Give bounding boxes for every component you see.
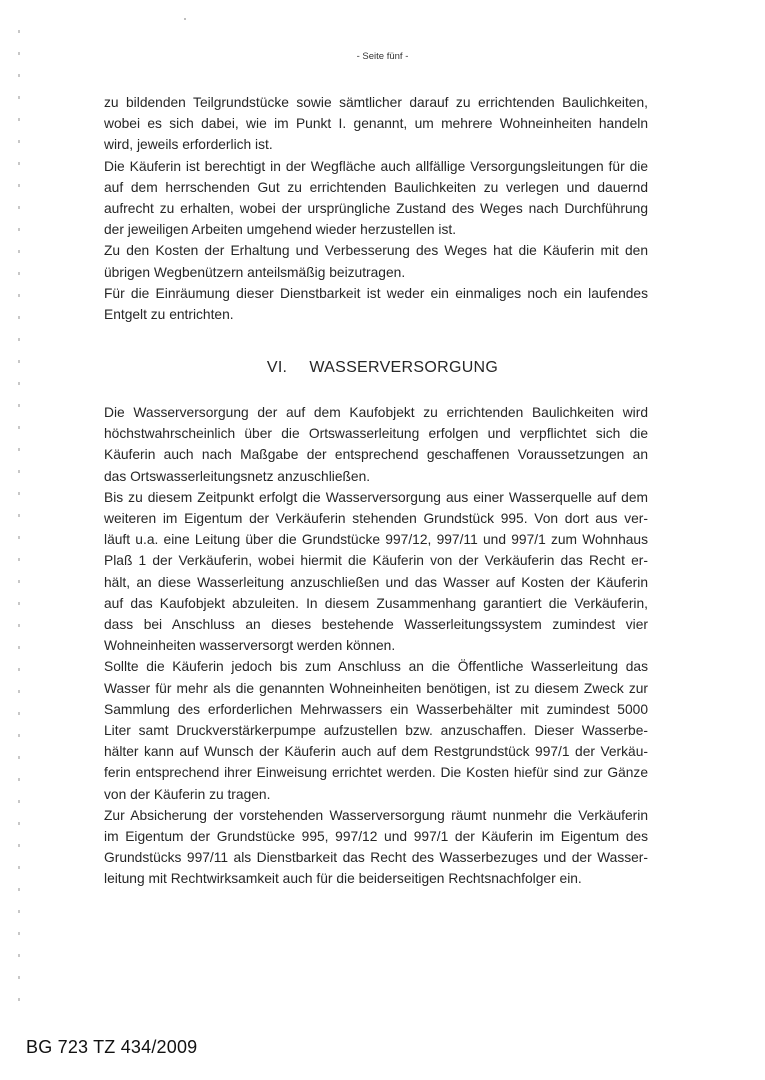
paragraph-block-water-supply (104, 402, 648, 890)
text-line: der jeweiligen Arbeiten umgehend wieder herzustellen ist. (104, 222, 457, 238)
text-line: aufrecht zu erhalten, wobei der ursprüngliche Zustand des Weges nach Durchführung (104, 201, 648, 217)
text-line: Sammlung des erforderlichen Mehrwassers ein Wasserbehälter mit zumindest 5000 (104, 701, 648, 717)
text-line: wobei es sich dabei, wie im Punkt I. genannt, um mehrere Wohneinheiten handeln (104, 116, 648, 132)
court-reference: BG 723 TZ 434/2009 (26, 1037, 198, 1057)
text-line: übrigen Wegbenützern anteilsmäßig beizutragen. (104, 264, 406, 280)
text-line: Entgelt zu entrichten. (104, 307, 234, 323)
text-line: Die Käuferin ist berechtigt in der Wegfläche auch allfällige Versorgungsleitungen für die (104, 158, 648, 174)
page-number: - Seite fünf - (356, 51, 409, 62)
text-line: hält, an diese Wasserleitung anzuschließen und das Wasser auf Kosten der Käuferin (104, 574, 648, 590)
text-line: ferin entsprechend ihrer Einweisung errichtet werden. Die Kosten hiefür sind zur Gänze (104, 765, 648, 781)
text-line: Zur Absicherung der vorstehenden Wasserversorgung räumt nunmehr die Verkäuferin (104, 807, 648, 823)
section-heading (0, 359, 765, 377)
text-line: Käuferin auch nach Maßgabe der entsprechend geschaffenen Voraussetzungen an (104, 447, 648, 463)
text-line: läuft u.a. eine Leitung über die Grundstücke 997/12, 997/11 und 997/1 zum Wohnhaus (104, 532, 648, 548)
text-line: Grundstücks 997/11 als Dienstbarkeit das Recht des Wasserbezuges und der Wasser- (104, 850, 648, 866)
scan-edge-marks (18, 30, 20, 1020)
text-line: leitung mit Rechtwirksamkeit auch für die beiderseitigen Rechtsnachfolger ein. (104, 871, 582, 887)
text-line: höchstwahrscheinlich über die Ortswasserleitung erfolgen und verpflichtet sich die (104, 426, 648, 442)
text-line: wird, jeweils erforderlich ist. (104, 137, 273, 153)
text-line: im Eigentum der Grundstücke 995, 997/12 und 997/1 der Käuferin im Eigentum des (104, 829, 648, 845)
section-number: VI. (266, 359, 288, 376)
scan-speck (184, 18, 186, 20)
text-line: Sollte die Käuferin jedoch bis zum Anschluss an die Öffentliche Wasserleitung das (104, 659, 648, 675)
section-title: WASSERVERSORGUNG (309, 359, 499, 376)
text-line: auf das Kaufobjekt abzuleiten. In diesem Zusammenhang garantiert die Verkäuferin, (104, 595, 648, 611)
text-line: das Ortswasserleitungsnetz anzuschließen. (104, 468, 371, 484)
text-line: zu bildenden Teilgrundstücke sowie sämtlicher darauf zu errichtenden Baulichkeiten, (104, 95, 648, 110)
text-line: Für die Einräumung dieser Dienstbarkeit ist weder ein einmaliges noch ein laufendes (104, 285, 648, 301)
text-line: weiteren im Eigentum der Verkäuferin stehenden Grundstück 995. Von dort aus ver- (104, 511, 648, 527)
text-line: Die Wasserversorgung der auf dem Kaufobjekt zu errichtenden Baulichkeiten wird (104, 405, 648, 420)
text-line: von der Käuferin zu tragen. (104, 786, 271, 802)
paragraph-block-easement (104, 92, 648, 325)
text-line: Wohneinheiten wasserversorgt werden können. (104, 638, 396, 654)
text-line: Bis zu diesem Zeitpunkt erfolgt die Wasserversorgung aus einer Wasserquelle auf dem (104, 489, 648, 505)
text-line: dass bei Anschluss an dieses bestehende Wasserleitungssystem zumindest vier (104, 617, 648, 633)
text-line: Wasser für mehr als die genannten Wohneinheiten benötigen, ist zu diesem Zweck zur (104, 680, 648, 696)
text-line: Liter samt Druckverstärkerpumpe aufzustellen bzw. anzuschaffen. Dieser Wasserbe- (104, 723, 648, 739)
text-line: auf dem herrschenden Gut zu errichtenden Baulichkeiten zu verlegen und dauernd (104, 179, 648, 195)
text-line: Plaß 1 der Verkäuferin, wobei hiermit die Käuferin von der Verkäuferin das Recht er- (104, 553, 648, 569)
text-line: Zu den Kosten der Erhaltung und Verbesserung des Weges hat die Käuferin mit den (104, 243, 648, 259)
text-line: hälter kann auf Wunsch der Käuferin auch auf dem Restgrundstück 997/1 der Verkäu- (104, 744, 648, 760)
